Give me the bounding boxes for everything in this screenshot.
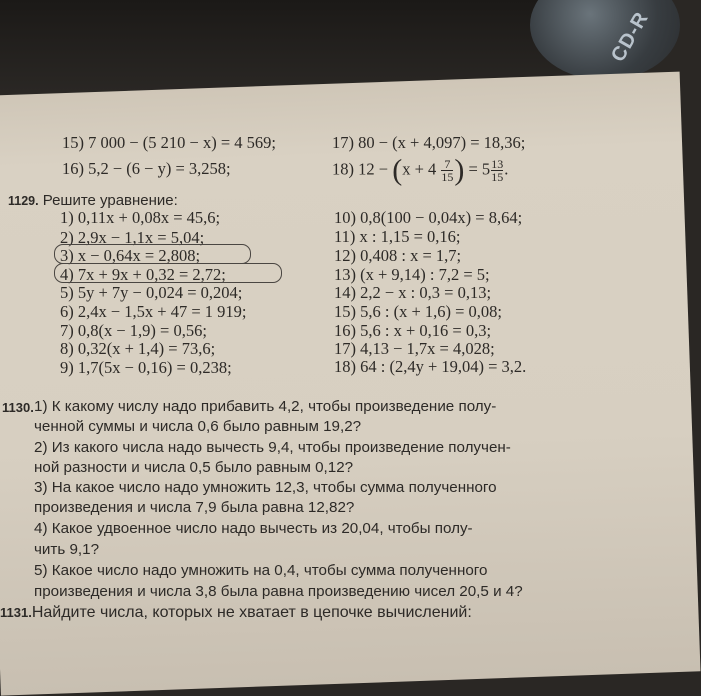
equation-item-left-4: 4) 7x + 9x + 0,32 = 2,72; xyxy=(60,265,226,284)
exercise-1129-heading: 1129. Решите уравнение: xyxy=(8,192,178,209)
exercise-1130-line-8: чить 9,1? xyxy=(34,541,100,558)
equation-item-right-15: 15) 5,6 : (x + 1,6) = 0,08; xyxy=(334,302,503,321)
exercise-1131-heading: 1131.Найдите числа, которых не хватает в цепочке вычислений: xyxy=(0,604,472,621)
equation-item-right-18: 18) 64 : (2,4y + 19,04) = 3,2. xyxy=(334,357,527,376)
equation-item-left-9: 9) 1,7(5x − 0,16) = 0,238; xyxy=(60,358,232,377)
exercise-1130-line-1: 1) К какому числу надо прибавить 4,2, чтобы произведение полу- xyxy=(34,398,497,415)
equation-item-left-7: 7) 0,8(x − 1,9) = 0,56; xyxy=(60,321,207,340)
exercise-1130-line-3: 2) Из какого числа надо вычесть 9,4, чтобы произведение получен- xyxy=(34,439,511,456)
exercise-1130-line-10: произведения и числа 3,8 была равна произведению чисел 20,5 и 4? xyxy=(34,583,523,600)
exercise-1130-number: 1130. xyxy=(2,400,34,415)
fraction-7-15: $\frac{7}{15}$ xyxy=(441,157,454,184)
equation-item-right-11: 11) x : 1,15 = 0,16; xyxy=(334,227,461,246)
exercise-1130-line-4: ной разности и числа 0,5 было равным 0,12? xyxy=(34,459,354,476)
equation-item-right-16: 16) 5,6 : x + 0,16 = 0,3; xyxy=(334,321,492,340)
exercise-1130-line-5: 3) На какое число надо умножить 12,3, чтобы сумма полученного xyxy=(34,479,497,496)
equation-item-right-13: 13) (x + 9,14) : 7,2 = 5; xyxy=(334,265,490,284)
equation-15-top: 15) 7 000 − (5 210 − x) = 4 569; xyxy=(62,133,276,152)
equation-16-top: 16) 5,2 − (6 − y) = 3,258; xyxy=(62,159,231,178)
pencil-circle-3 xyxy=(54,244,251,264)
equation-item-right-12: 12) 0,408 : x = 1,7; xyxy=(334,246,462,265)
equation-item-right-10: 10) 0,8(100 − 0,04x) = 8,64; xyxy=(334,208,523,227)
equation-item-right-17: 17) 4,13 − 1,7x = 4,028; xyxy=(334,339,495,358)
equation-item-left-8: 8) 0,32(x + 1,4) = 73,6; xyxy=(60,339,216,358)
equation-item-left-2: 2) 2,9x − 1,1x = 5,04; xyxy=(60,228,205,247)
equation-18-top: 18) 12 − (x + 4 $\frac{7}{15}$ ) = 5 $\frac{13}{15}$ . xyxy=(332,153,509,187)
cd-label: CD-R xyxy=(607,8,654,66)
exercise-1130-line-9: 5) Какое число надо умножить на 0,4, чтобы сумма полученного xyxy=(34,562,488,579)
pencil-circle-4 xyxy=(54,263,282,283)
fraction-13-15: $\frac{13}{15}$ xyxy=(491,157,504,184)
exercise-1130-line-6: произведения и числа 7,9 была равна 12,82? xyxy=(34,499,355,516)
equation-item-left-5: 5) 5y + 7y − 0,024 = 0,204; xyxy=(60,283,243,302)
equation-item-right-14: 14) 2,2 − x : 0,3 = 0,13; xyxy=(334,283,492,302)
exercise-1130-line-7: 4) Какое удвоенное число надо вычесть из 20,04, чтобы полу- xyxy=(34,520,473,537)
equation-item-left-1: 1) 0,11x + 0,08x = 45,6; xyxy=(60,208,221,227)
equation-17-top: 17) 80 − (x + 4,097) = 18,36; xyxy=(332,133,526,152)
exercise-1130-line-2: ченной суммы и числа 0,6 было равным 19,2? xyxy=(34,418,362,435)
equation-item-left-3: 3) x − 0,64x = 2,808; xyxy=(60,246,201,265)
equation-item-left-6: 6) 2,4x − 1,5x + 47 = 1 919; xyxy=(60,302,247,321)
